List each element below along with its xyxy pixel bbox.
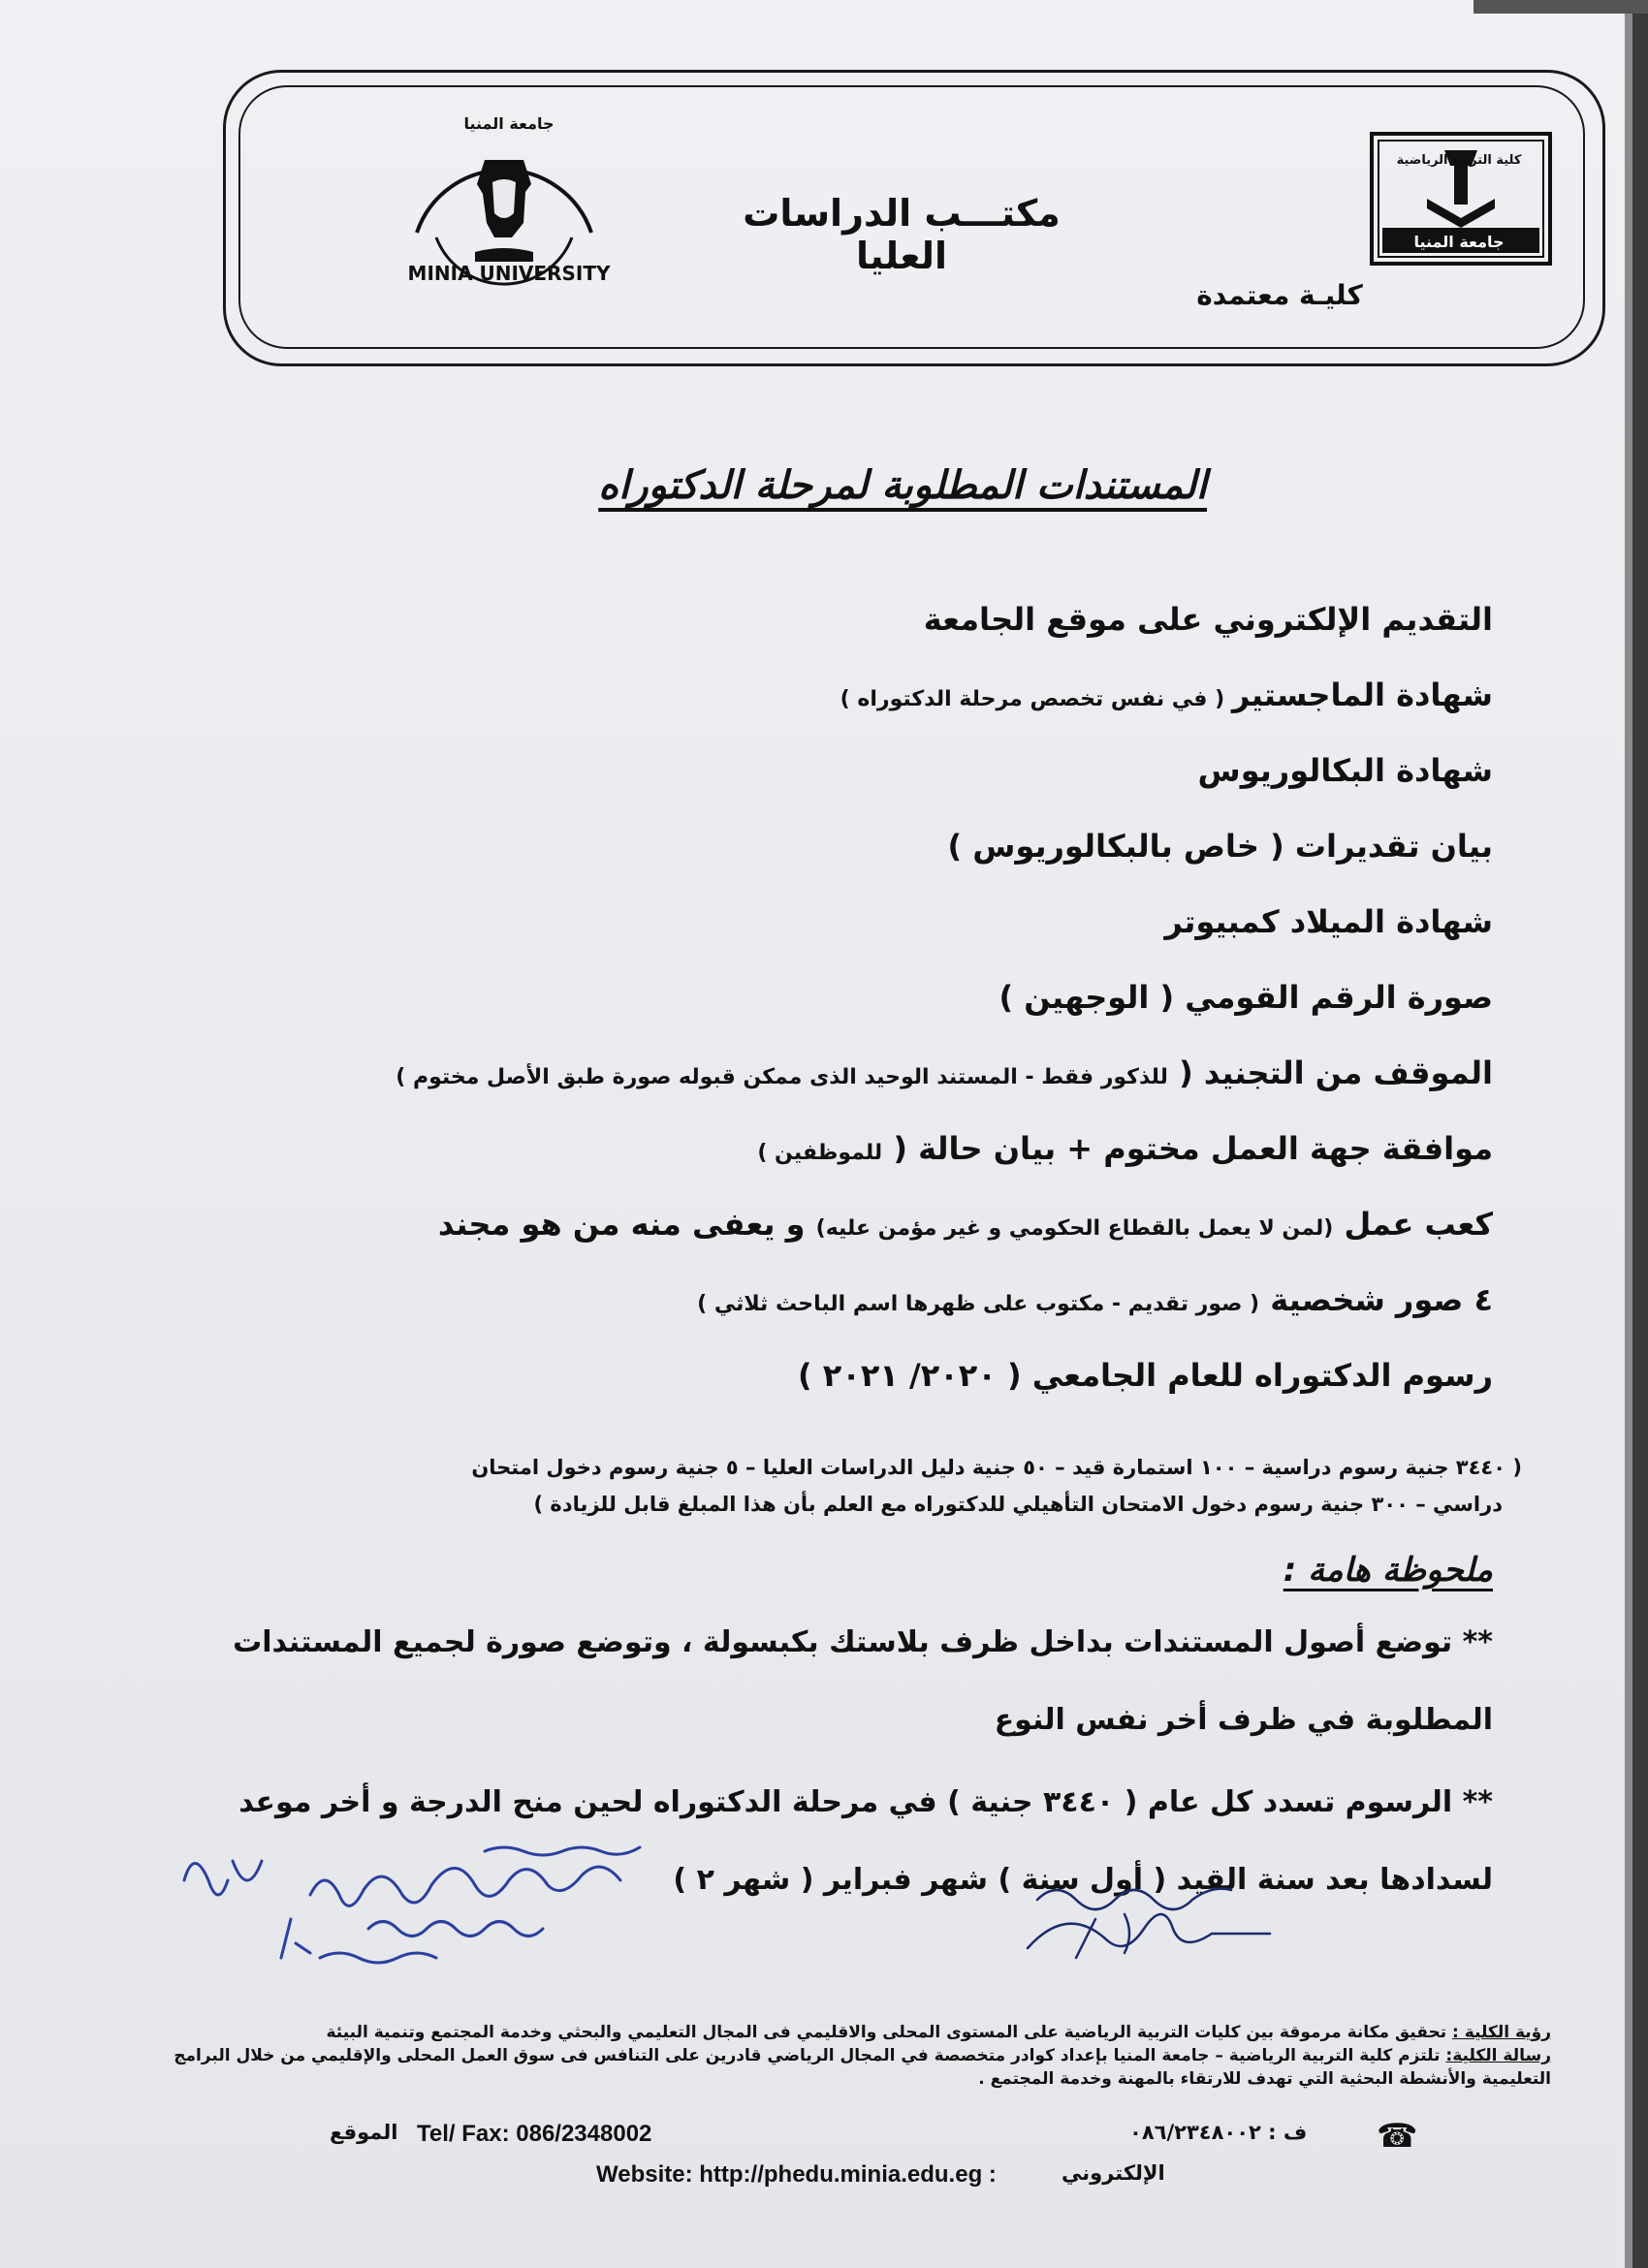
list-item [396,1055,1493,1091]
important-note-2: ** الرسوم تسدد كل عام ( ٣٤٤٠ جنية ) في مرحلة الدكتوراه لحين منح الدرجة و أخر موعد لسدادها بعد سنة القيد ( أول سنة ) شهر فبراير ( شهر ٢ ) [238,1785,1493,1897]
item-text: ٤ صور شخصية [1259,1281,1493,1318]
document-title: المستندات المطلوبة لمرحلة الدكتوراه [598,463,1207,508]
mission-row [155,2044,1551,2091]
vision-label: رؤية الكلية : [1452,2023,1551,2042]
important-note-title: ملحوظة هامة : [1283,1551,1493,1590]
mission-text: تلتزم كلية التربية الرياضية – جامعة المنيا بإعداد كوادر متخصصة في المجال الرياضي قادرين على التنافس فى سوق العمل المحلى والإقليمي من خلال البرامج التعليمية والأنشطة البحثية التي تهدف للارتقاء بالمهنة وخدمة المجتمع . [174,2046,1551,2089]
website-url[interactable]: Website: http://phedu.minia.edu.eg : [596,2161,997,2188]
scan-edge [1625,0,1648,2268]
list-item [924,601,1493,638]
item-note: ( في نفس تخصص مرحلة الدكتوراه ) [840,687,1232,711]
fees-line: دراسي – ٣٠٠ جنية رسوم دخول الامتحان التأهيلي للدكتوراه مع العلم بأن هذا المبلغ قابل للزيادة ) [533,1493,1503,1516]
dean-signature [165,1822,669,2006]
footer-vision-mission [155,2021,1551,2091]
item-text: رسوم الدكتوراه للعام الجامعي ( ٢٠٢٠/ ٢٠٢١ ) [798,1357,1493,1394]
item-note: للموظفين ) [757,1141,883,1165]
item-note: (لمن لا يعمل بالقطاع الحكومي و غير مؤمن عليه) [815,1216,1334,1241]
item-text: شهادة الميلاد كمبيوتر [1164,903,1493,940]
fees-line: ( ٣٤٤٠ جنية رسوم دراسية – ١٠٠ استمارة قيد – ٥٠ جنية دليل الدراسات العليا – ٥ جنية رسوم دخول امتحان [471,1456,1522,1479]
logo-label: MINIA UNIVERSITY [407,262,611,285]
list-item [998,979,1493,1016]
item-text: صورة الرقم القومي ( الوجهين ) [998,979,1493,1016]
faculty-logo-top-text: كلية التربية الرياضية [1396,153,1522,168]
list-item [438,1206,1493,1243]
item-text: شهادة البكالوريوس [1197,752,1493,789]
fees-breakdown [165,1449,1522,1523]
mission-label: رسالة الكلية: [1445,2046,1551,2065]
item-text: كعب عمل [1333,1206,1493,1243]
scan-edge-top [1474,0,1648,14]
supervisor-signature [1008,1875,1299,1963]
item-note: للذكور فقط - المستند الوحيد الذى ممكن قبوله صورة طبق الأصل مختوم ) [396,1065,1168,1089]
website-row [504,2161,1241,2196]
fax-arabic: ف : ٠٨٦/٢٣٤٨٠٠٢ [1129,2121,1308,2144]
item-text: التقديم الإلكتروني على موقع الجامعة [923,601,1493,638]
list-item [947,828,1493,865]
site-label: الموقع [330,2121,398,2144]
office-title: مكتـــب الدراسات العليا [743,192,1061,277]
contact-row [330,2117,1493,2156]
item-text: بيان تقديرات ( خاص بالبكالوريوس ) [947,828,1493,865]
vision-row [155,2021,1551,2044]
logo-arc-text: جامعة المنيا [463,114,555,133]
item-note: ( صور تقديم - مكتوب على ظهرها اسم الباحث ثلاثي ) [697,1292,1260,1316]
list-item [697,1281,1493,1318]
list-item [1164,903,1493,940]
item-text: موافقة جهة العمل مختوم + بيان حالة ( [882,1130,1493,1167]
website-label: الإلكتروني [1062,2161,1165,2185]
item-tail: و يعفى منه من هو مجند [437,1206,816,1243]
item-text: الموقف من التجنيد ( [1167,1055,1493,1091]
list-item [798,1357,1493,1394]
item-text: شهادة الماجستير [1231,677,1493,713]
important-note-1: ** توضع أصول المستندات بداخل ظرف بلاستك بكبسولة ، وتوضع صورة لجميع المستندات المطلوبة في ظرف أخر نفس النوع [233,1625,1493,1737]
faculty-logo-bottom-text: جامعة المنيا [1413,233,1505,251]
accredited-label: كليـة معتمدة [1196,279,1363,311]
list-item [840,677,1493,713]
tel-fax: Tel/ Fax: 086/2348002 [417,2121,652,2147]
list-item [757,1130,1493,1167]
list-item [1198,752,1493,789]
telephone-icon: ☎ [1377,2117,1418,2156]
vision-text: تحقيق مكانة مرموقة بين كليات التربية الرياضية على المستوى المحلى والاقليمي فى المجال التعليمي والبحثي وخدمة المجتمع وتنمية البيئة [326,2023,1453,2042]
